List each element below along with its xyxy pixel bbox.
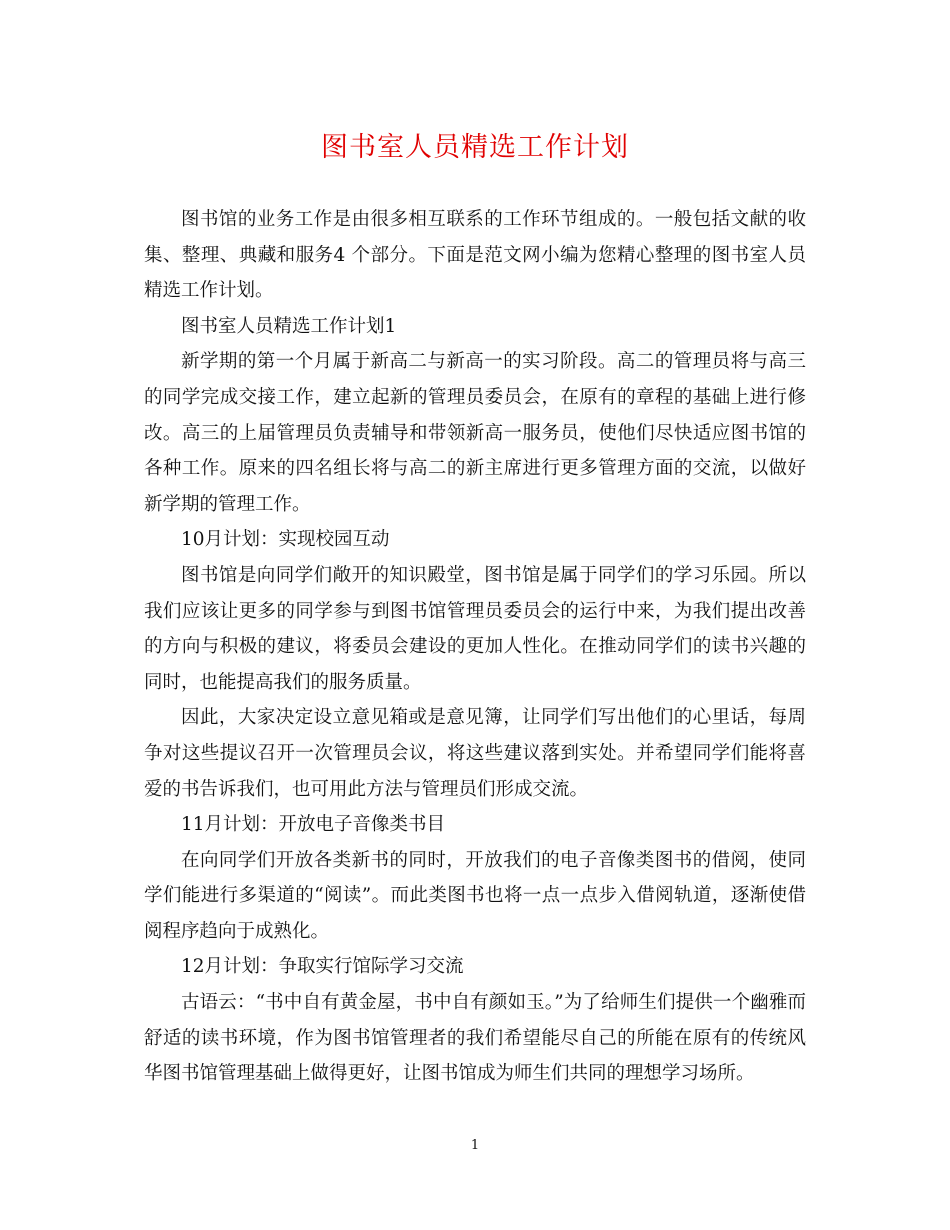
document-body <box>144 202 806 1092</box>
section-heading-october: 10月计划：实现校园互动 <box>181 529 390 551</box>
page-number: 1 <box>470 1138 480 1153</box>
paragraph-suggestion-box: 因此，大家决定设立意见箱或是意见簿，让同学们写出他们的心里话，每周争对这些提议召开一次管理员会议，将这些建议落到实处。并希望同学们能将喜爱的书告诉我们，也可用此方法与管理员们形成交流。 <box>144 707 806 800</box>
intro-paragraph: 图书馆的业务工作是由很多相互联系的工作环节组成的。一般包括文献的收集、整理、典藏和服务4 个部分。下面是范文网小编为您精心整理的图书室人员精选工作计划。 <box>144 209 806 302</box>
paragraph-november-plan: 在向同学们开放各类新书的同时，开放我们的电子音像类图书的借阅，使同学们能进行多渠道的“阅读”。而此类图书也将一点一点步入借阅轨道，逐渐使借阅程序趋向于成熟化。 <box>144 849 806 942</box>
section-heading-november: 11月计划：开放电子音像类书目 <box>181 814 446 836</box>
section-heading-december: 12月计划：争取实行馆际学习交流 <box>181 956 464 978</box>
paragraph-new-semester: 新学期的第一个月属于新高二与新高一的实习阶段。高二的管理员将与高三的同学完成交接工作，建立起新的管理员委员会，在原有的章程的基础上进行修改。高三的上届管理员负责辅导和带领新高一服务员，使他们尽快适应图书馆的各种工作。原来的四名组长将与高二的新主席进行更多管理方面的交流，以做好新学期的管理工作。 <box>144 351 806 515</box>
paragraph-december-plan: 古语云：“书中自有黄金屋，书中自有颜如玉。”为了给师生们提供一个幽雅而舒适的读书环境，作为图书馆管理者的我们希望能尽自己的所能在原有的传统风华图书馆管理基础上做得更好，让图书馆成为师生们共同的理想学习场所。 <box>144 992 806 1085</box>
paragraph-october-plan: 图书馆是向同学们敞开的知识殿堂，图书馆是属于同学们的学习乐园。所以我们应该让更多的同学参与到图书馆管理员委员会的运行中来，为我们提出改善的方向与积极的建议，将委员会建设的更加人性化。在推动同学们的读书兴趣的同时，也能提高我们的服务质量。 <box>144 564 806 693</box>
document-title: 图书室人员精选工作计划 <box>321 132 629 163</box>
section-heading-plan-1: 图书室人员精选工作计划1 <box>181 315 397 337</box>
